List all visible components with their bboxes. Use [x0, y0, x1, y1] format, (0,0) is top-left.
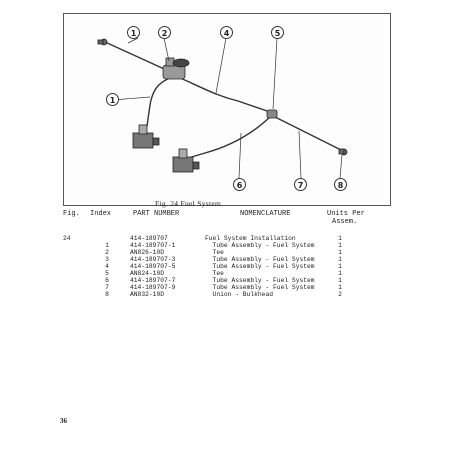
cell-fig: 24	[63, 235, 71, 242]
union-bulkhead-right	[339, 149, 347, 155]
cell-nomenclature: Tee	[205, 249, 224, 256]
cell-index: 4	[105, 263, 109, 270]
cell-part-number: 414-189707-9	[130, 284, 176, 291]
table-row	[0, 277, 450, 284]
cell-part-number: 414-189707-5	[130, 263, 176, 270]
cell-part-number: 414-189707	[130, 235, 168, 242]
header-part-number: PART NUMBER	[133, 210, 180, 218]
callout-2: 2	[158, 26, 171, 39]
cell-units: 1	[338, 284, 342, 291]
cell-nomenclature: Tube Assembly - Fuel System	[205, 256, 315, 263]
cell-nomenclature: Tube Assembly - Fuel System	[205, 277, 315, 284]
callout-7: 7	[294, 178, 307, 191]
table-row	[0, 235, 450, 242]
header-nomenclature: NOMENCLATURE	[240, 210, 291, 218]
fuel-valve-left	[133, 125, 159, 148]
callout-1-top: 1	[127, 26, 140, 39]
cell-units: 1	[338, 263, 342, 270]
cell-index: 2	[105, 249, 109, 256]
union-bulkhead-left	[98, 39, 107, 45]
callout-1: 1	[106, 93, 119, 106]
header-units-line1: Units Per	[327, 210, 365, 218]
cell-nomenclature: Fuel System Installation	[205, 235, 296, 242]
cell-units: 1	[338, 249, 342, 256]
cell-units: 1	[338, 235, 342, 242]
cell-nomenclature: Tee	[205, 270, 224, 277]
cell-units: 1	[338, 277, 342, 284]
figure-caption: Fig. 24 Fuel System	[155, 199, 222, 208]
tee-fitting-5	[267, 110, 277, 118]
cell-units: 1	[338, 270, 342, 277]
table-row	[0, 249, 450, 256]
cell-nomenclature: Union - Bulkhead	[205, 291, 274, 298]
table-row	[0, 270, 450, 277]
cell-part-number: 414-189707-1	[130, 242, 176, 249]
tube-assembly-4	[173, 75, 273, 113]
tube-assembly-3	[147, 77, 173, 126]
cell-nomenclature: Tube Assembly - Fuel System	[205, 242, 315, 249]
table-row	[0, 291, 450, 298]
cell-index: 3	[105, 256, 109, 263]
cell-units: 2	[338, 291, 342, 298]
tube-assembly-6	[185, 117, 270, 159]
cell-index: 8	[105, 291, 109, 298]
table-row	[0, 284, 450, 291]
cell-part-number: AN824-10D	[130, 270, 165, 277]
header-units-line2: Assem.	[332, 218, 358, 226]
cell-index: 1	[105, 242, 109, 249]
cell-units: 1	[338, 256, 342, 263]
page-number: 36	[60, 417, 67, 425]
fuel-system-illustration	[63, 13, 391, 206]
leader-lines	[112, 38, 342, 178]
header-index: Index	[90, 210, 112, 218]
cell-nomenclature: Tube Assembly - Fuel System	[205, 284, 315, 291]
table-row	[0, 263, 450, 270]
callout-5: 5	[271, 26, 284, 39]
fuel-valve-right	[173, 149, 199, 172]
tee-fitting-2	[163, 58, 189, 79]
cell-part-number: AN832-10D	[130, 291, 165, 298]
tube-assembly-7	[273, 116, 341, 150]
callout-4: 4	[220, 26, 233, 39]
cell-part-number: AN826-10D	[130, 249, 165, 256]
cell-index: 7	[105, 284, 109, 291]
callout-6: 6	[233, 178, 246, 191]
cell-part-number: 414-189707-3	[130, 256, 176, 263]
cell-index: 5	[105, 270, 109, 277]
table-row	[0, 256, 450, 263]
cell-part-number: 414-189707-7	[130, 277, 176, 284]
cell-units: 1	[338, 242, 342, 249]
table-row	[0, 242, 450, 249]
callout-8: 8	[334, 178, 347, 191]
cell-index: 6	[105, 277, 109, 284]
header-fig: Fig.	[63, 210, 80, 218]
cell-nomenclature: Tube Assembly - Fuel System	[205, 263, 315, 270]
